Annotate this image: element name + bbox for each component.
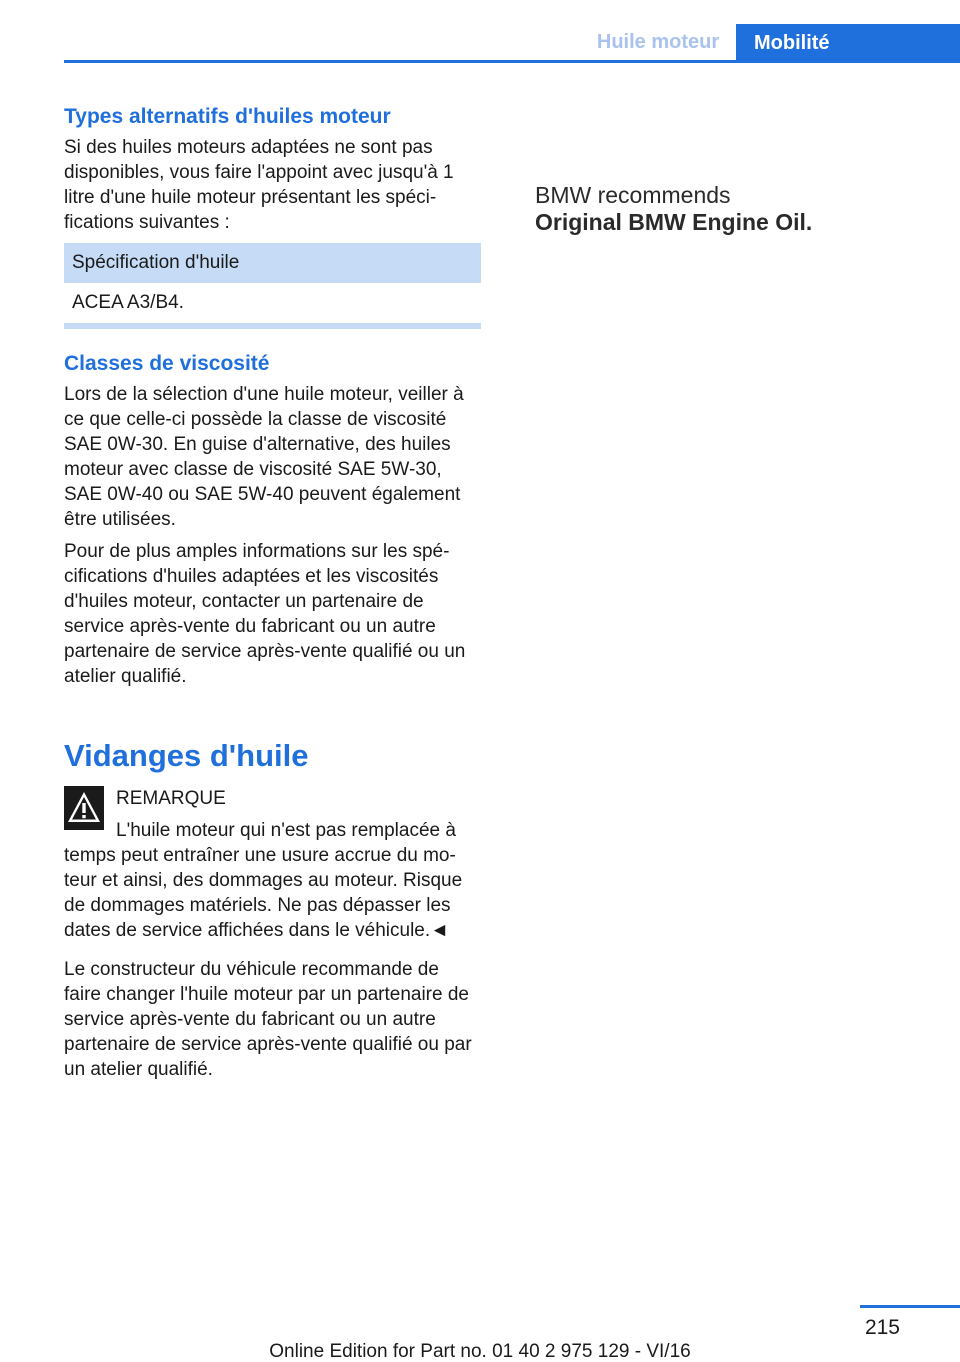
warning-label: REMARQUE	[116, 788, 226, 809]
oil-change-title: Vidanges d'huile	[64, 738, 309, 773]
warning-text: L'huile moteur qui n'est pas remplacée à temps peut entraîner une usure accrue du moteur et ainsi, des dommages au moteur. Risque de dommages matériels. Ne pas dépasser les dates de service affichées dans le véhicule.◄	[64, 820, 463, 941]
alt-oils-section	[64, 104, 480, 235]
oil-spec-table-cell: ACEA A3/B4.	[72, 292, 184, 313]
oil-change-section	[64, 737, 480, 775]
header-rule	[64, 60, 960, 63]
header-chapter-tab[interactable]: Mobilité	[736, 24, 960, 63]
alt-oils-body: Si des huiles moteurs adaptées ne sont pas disponibles, vous faire l'appoint avec jusqu'à 1 litre d'une huile moteur présentant les spécifications suivantes :	[64, 137, 454, 233]
viscosity-paragraph-1: Lors de la sélection d'une huile moteur, veiller à ce que celle-ci possède la classe de viscosité SAE 0W-30. En guise d'alternative, des huiles moteur avec classe de viscosité SAE 5W-30, SAE 0W-40 ou SAE 5W-40 peuvent également être utilisées.	[64, 384, 464, 530]
table-bottom-rule	[64, 323, 481, 329]
alt-oils-title: Types alternatifs d'huiles moteur	[64, 105, 391, 128]
bmw-engine-oil-logo	[535, 182, 835, 236]
oil-change-paragraph: Le constructeur du véhicule recommande de faire changer l'huile moteur par un partenaire de service après-vente du fabricant ou un autre partenaire de service après-vente qualifié ou par un atelier qualifié.	[64, 959, 472, 1080]
oil-spec-table-header: Spécification d'huile	[64, 243, 481, 283]
header-section-tab[interactable]: Huile moteur	[596, 31, 720, 53]
footer-edition: Online Edition for Part no. 01 40 2 975 129 - VI/16	[269, 1341, 691, 1362]
page-number-rule	[860, 1305, 960, 1308]
warning-label-box	[116, 786, 486, 811]
viscosity-paragraph-2: Pour de plus amples informations sur les spécifications d'huiles adaptées et les viscosités d'huiles moteur, contacter un partenaire de service après-vente du fabricant ou un autre partenaire de service après-vente qualifié ou un atelier qualifié.	[64, 541, 466, 687]
viscosity-section	[64, 351, 480, 689]
page-number: 215	[864, 1316, 900, 1339]
oil-spec-table	[64, 243, 481, 329]
bmw-logo-line-2: Original BMW Engine Oil.	[535, 209, 813, 235]
oil-change-body	[64, 957, 480, 1082]
viscosity-title: Classes de viscosité	[64, 352, 270, 375]
warning-text-box	[64, 818, 480, 943]
bmw-logo-line-1: BMW recommends	[535, 182, 731, 208]
